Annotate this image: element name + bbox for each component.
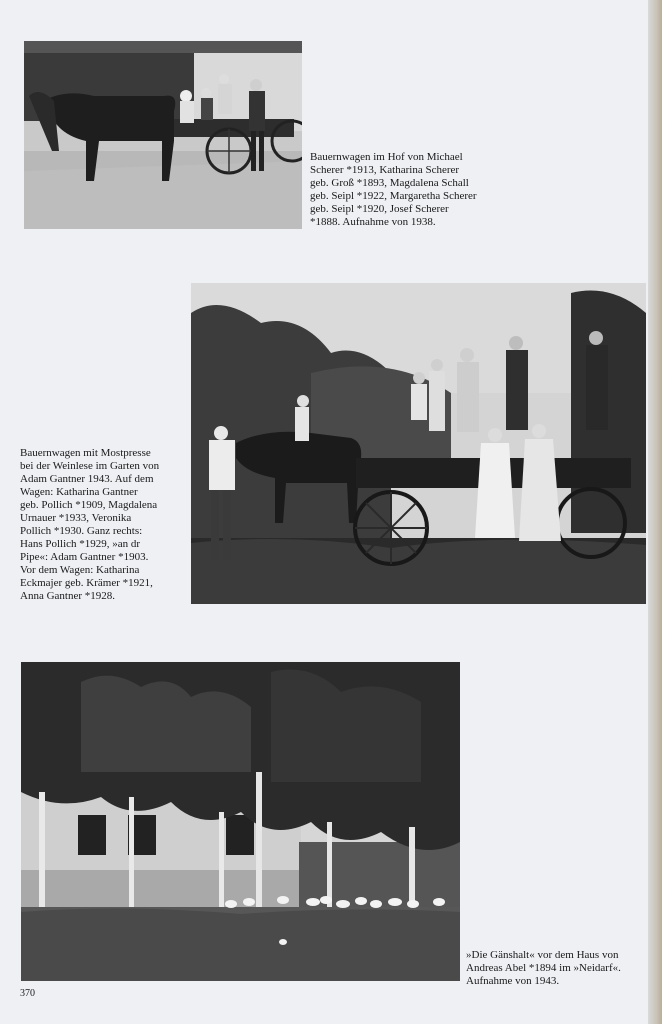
photo-2-caption: Bauernwagen mit Mostpresse bei der Weinlese im Garten von Adam Gantner 1943. Auf dem Wagen: Katharina Gantner geb. Pollich *1909, Magdalena Urnauer *1933, Veronika Pollich *1930. Ganz rechts: Hans Pollich *1929, »an dr Pipe«: Adam Gantner *1903. Vor dem Wagen: Katharina Eckmajer geb. Krämer *1921, Anna Gantner *1928. bbox=[20, 447, 160, 602]
page-number: 370 bbox=[20, 988, 35, 999]
photo-1-caption: Bauernwagen im Hof von Michael Scherer *1913, Katharina Scherer geb. Groß *1893, Magdalena Schall geb. Seipl *1922, Margaretha Scherer geb. Seipl *1920, Josef Scherer *1888. Aufnahme von 1938. bbox=[310, 151, 477, 228]
page-edge bbox=[648, 0, 662, 1024]
photo-farm-wagon-yard bbox=[24, 41, 302, 229]
photo-grape-harvest-wagon bbox=[191, 283, 646, 604]
photo-geese-house bbox=[21, 662, 460, 981]
photo-3-caption: »Die Gänshalt« vor dem Haus von Andreas Abel *1894 im »Neidarf«. Aufnahme von 1943. bbox=[466, 949, 621, 987]
